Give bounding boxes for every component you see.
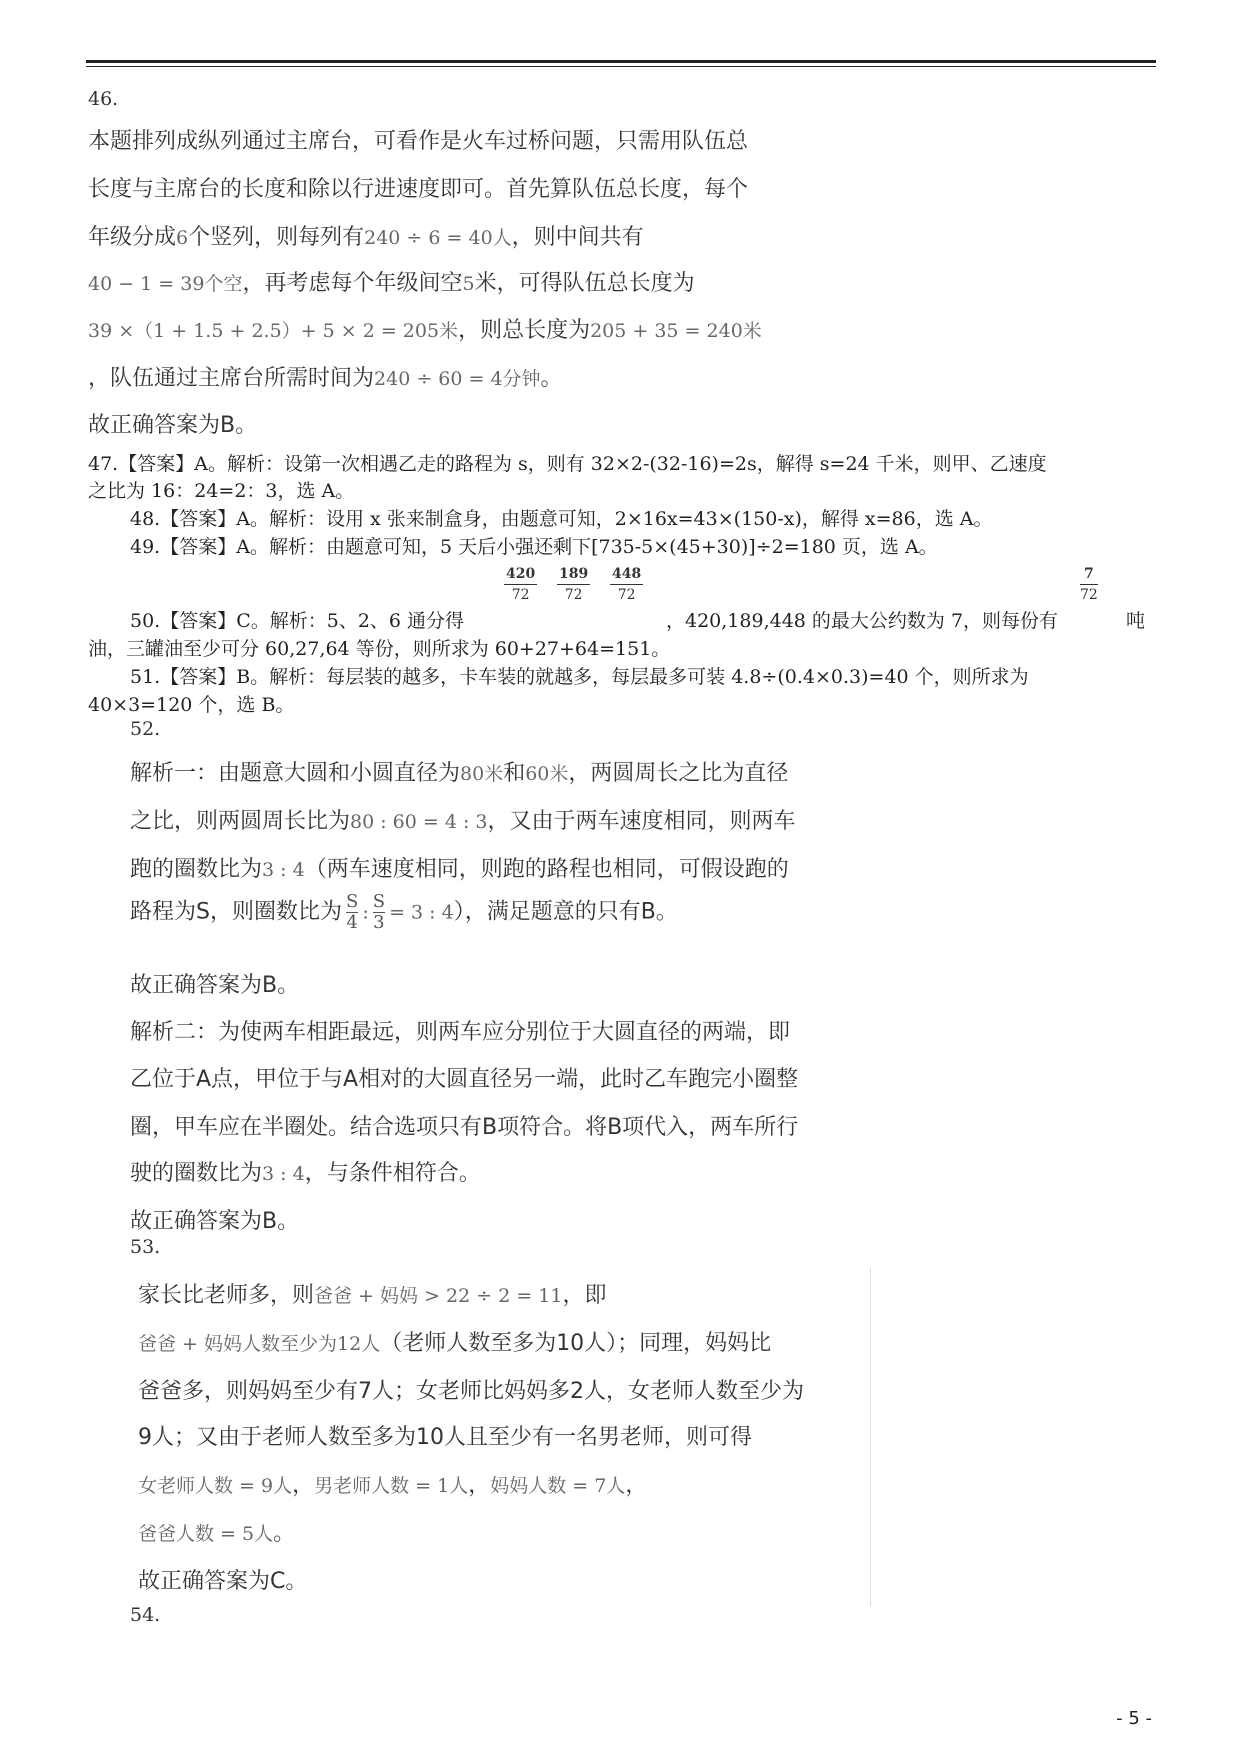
q50-fraction-7-72: 7 72 [1080, 566, 1098, 603]
header-rule-thick [86, 60, 1156, 63]
q48-line: 48.【答案】A。解析：设用 x 张来制盒身，由题意可知，2×16x=43×(150-x)，解得 x=86，选 A。 [130, 508, 993, 530]
q46-line-4: 40 − 1 = 39个空，再考虑每个年级间空5米，可得队伍总长度为 [88, 271, 695, 296]
q50-fraction-420-72: 420 72 [506, 566, 536, 603]
page-number: - 5 - [1116, 1708, 1152, 1729]
q49-line: 49.【答案】A。解析：由题意可知，5 天后小强还剩下[735-5×(45+30)]÷2=180 页，选 A。 [130, 536, 938, 558]
q46-line-3: 年级分成6个竖列，则每列有240 ÷ 6 = 40人，则中间共有 [88, 225, 644, 250]
q53-line-3: 爸爸多，则妈妈至少有7人；女老师比妈妈多2人，女老师人数至少为 [138, 1379, 804, 1404]
q50-fraction-189-72: 189 72 [559, 566, 589, 603]
q52-line-3: 跑的圈数比为3 : 4（两车速度相同，则跑的路程也相同，可假设跑的 [130, 857, 789, 882]
q46-line-5: 39 ×（1 + 1.5 + 2.5）+ 5 × 2 = 205米，则总长度为205 + 35 = 240米 [88, 318, 762, 343]
q46-number: 46. [88, 88, 119, 110]
q53-answer: 故正确答案为C。 [138, 1569, 308, 1594]
q52-answer-1: 故正确答案为B。 [130, 973, 300, 998]
q52-number: 52. [130, 718, 161, 740]
q47-line-1: 47.【答案】A。解析：设第一次相遇乙走的路程为 s，则有 32×2-(32-16)=2s，解得 s=24 千米，则甲、乙速度 [88, 453, 1047, 475]
q50-line-1c: 吨 [1126, 610, 1146, 632]
q53-number: 53. [130, 1236, 161, 1258]
q53-line-6: 爸爸人数 = 5人。 [138, 1521, 296, 1546]
q46-line-1: 本题排列成纵列通过主席台，可看作是火车过桥问题，只需用队伍总 [88, 129, 749, 154]
q52-line-6: 解析二：为使两车相距最远，则两车应分别位于大圆直径的两端，即 [130, 1020, 791, 1045]
q46-answer: 故正确答案为B。 [88, 413, 258, 438]
q53-line-1: 家长比老师多，则爸爸 + 妈妈 > 22 ÷ 2 = 11，即 [138, 1283, 607, 1308]
q53-screenshot-border [870, 1268, 871, 1606]
q50-line-1b: ，420,189,448 的最大公约数为 7，则每份有 [666, 610, 1059, 632]
q50-fraction-448-72: 448 72 [612, 566, 642, 603]
q50-line-2: 油，三罐油至少可分 60,27,64 等份，则所求为 60+27+64=151。 [88, 638, 671, 660]
q53-line-4: 9人；又由于老师人数至多为10人且至少有一名男老师，则可得 [138, 1425, 752, 1450]
q52-fraction-s-over-3: $\frac{S}{3}$ [372, 891, 386, 933]
q46-line-2: 长度与主席台的长度和除以行进速度即可。首先算队伍总长度，每个 [88, 177, 749, 202]
q52-fraction-s-over-4: $\frac{S}{4}$ [345, 891, 359, 933]
q52-line-7: 乙位于A点，甲位于与A相对的大圆直径另一端，此时乙车跑完小圈整 [130, 1067, 799, 1092]
q53-line-5: 女老师人数 = 9人，男老师人数 = 1人，妈妈人数 = 7人， [138, 1473, 648, 1498]
q52-answer-2: 故正确答案为B。 [130, 1209, 300, 1234]
q52-line-2: 之比，则两圆周长比为80 : 60 = 4 : 3，又由于两车速度相同，则两车 [130, 809, 796, 834]
q51-line-2: 40×3=120 个，选 B。 [88, 694, 295, 716]
q54-number: 54. [130, 1604, 161, 1626]
q52-line-1: 解析一：由题意大圆和小圆直径为80米和60米，两圆周长之比为直径 [130, 761, 789, 786]
q52-line-8: 圈，甲车应在半圈处。结合选项只有B项符合。将B项代入，两车所行 [130, 1115, 799, 1140]
q47-line-2: 之比为 16：24=2：3，选 A。 [88, 480, 355, 502]
q53-line-2: 爸爸 + 妈妈人数至少为12人（老师人数至多为10人）；同理，妈妈比 [138, 1331, 772, 1356]
q46-line-6: ，队伍通过主席台所需时间为240 ÷ 60 = 4分钟。 [88, 366, 563, 391]
header-rule-thin [86, 66, 1156, 67]
q52-line-9: 驶的圈数比为3 : 4，与条件相符合。 [130, 1161, 481, 1186]
q52-line-4: 路程为S，则圈数比为 $\frac{S}{4}$ : $\frac{S}{3}$ = 3 : 4），满足题意的只有B。 [130, 891, 678, 933]
q51-line-1: 51.【答案】B。解析：每层装的越多，卡车装的就越多，每层最多可装 4.8÷(0.4×0.3)=40 个，则所求为 [130, 666, 1029, 688]
q50-line-1a: 50.【答案】C。解析：5、2、6 通分得 [130, 610, 465, 632]
